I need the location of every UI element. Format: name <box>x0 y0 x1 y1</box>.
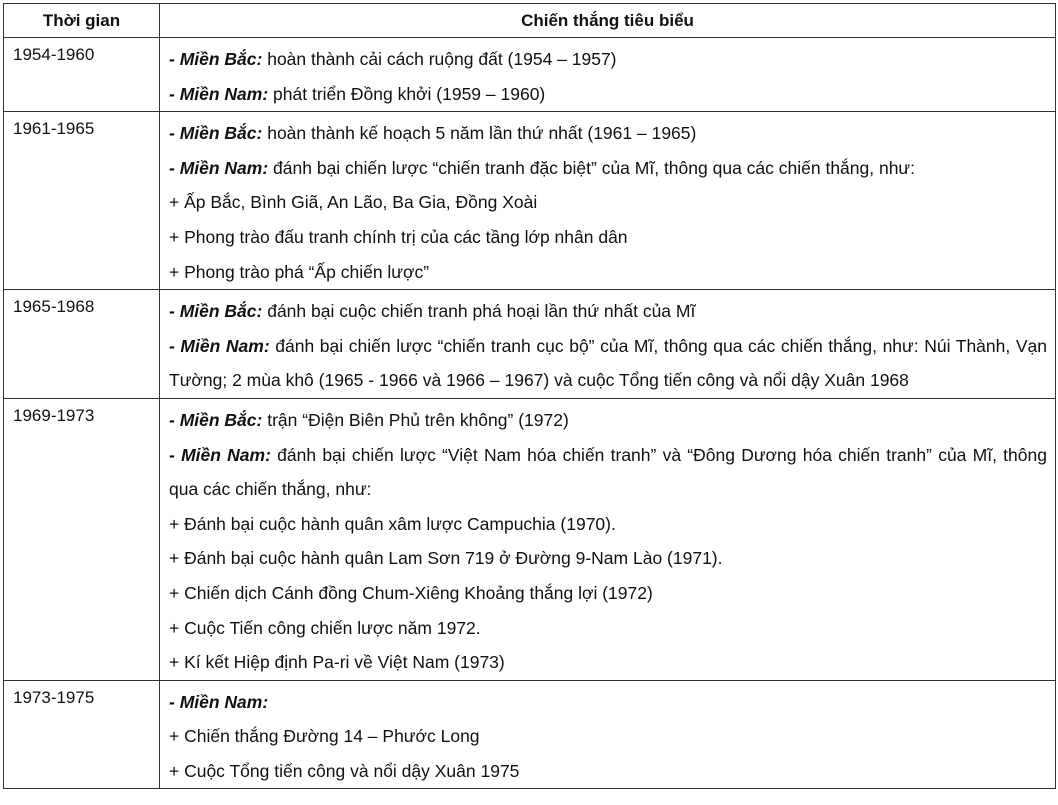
event-text: + Đánh bại cuộc hành quân xâm lược Campuchia (1970). <box>169 513 616 534</box>
event-line <box>169 541 1047 576</box>
table-row <box>4 38 1056 112</box>
event-line <box>169 151 1047 186</box>
event-line <box>169 185 1047 220</box>
event-text: + Chiến thắng Đường 14 – Phước Long <box>169 726 480 747</box>
event-line <box>169 220 1047 255</box>
region-label: - Miền Nam: <box>169 444 271 465</box>
event-text: phát triển Đồng khởi (1959 – 1960) <box>268 83 546 104</box>
event-line <box>169 438 1047 507</box>
event-line <box>169 576 1047 611</box>
event-text: + Phong trào đấu tranh chính trị của các tầng lớp nhân dân <box>169 226 628 247</box>
event-line <box>169 255 1047 290</box>
period-cell: 1954-1960 <box>4 38 160 112</box>
header-time: Thời gian <box>4 4 160 38</box>
event-text: đánh bại chiến lược “chiến tranh đặc biệt” của Mĩ, thông qua các chiến thắng, như: <box>268 157 916 178</box>
event-line <box>169 294 1047 329</box>
event-text: + Phong trào phá “Ấp chiến lược” <box>169 261 430 282</box>
event-text: đánh bại chiến lược “chiến tranh cục bộ” của Mĩ, thông qua các chiến thắng, như: Núi Thành, Vạn Tường; 2 mùa khô (1965 - 1966 và 1966 – 1967) và cuộc Tổng tiến công và nổi dậy Xuân 1968 <box>169 335 1047 391</box>
event-text: đánh bại cuộc chiến tranh phá hoại lần thứ nhất của Mĩ <box>262 301 696 322</box>
event-text: đánh bại chiến lược “Việt Nam hóa chiến tranh” và “Đông Dương hóa chiến tranh” của Mĩ, thông qua các chiến thắng, như: <box>169 444 1047 500</box>
event-text: + Đánh bại cuộc hành quân Lam Sơn 719 ở Đường 9-Nam Lào (1971). <box>169 548 723 569</box>
table-row <box>4 398 1056 680</box>
region-label: - Miền Nam: <box>169 691 269 712</box>
table-row <box>4 290 1056 399</box>
event-text: + Cuộc Tổng tiến công và nổi dậy Xuân 1975 <box>169 760 520 781</box>
event-text: + Ấp Bắc, Bình Giã, An Lão, Ba Gia, Đồng Xoài <box>169 192 538 213</box>
events-cell <box>160 680 1056 789</box>
table-body <box>4 38 1056 789</box>
event-line <box>169 116 1047 151</box>
region-label: - Miền Nam: <box>169 335 270 356</box>
event-text: hoàn thành kế hoạch 5 năm lần thứ nhất (1961 – 1965) <box>262 123 697 144</box>
period-cell: 1973-1975 <box>4 680 160 789</box>
region-label: - Miền Nam: <box>169 157 269 178</box>
events-table <box>3 3 1056 789</box>
event-text: + Kí kết Hiệp định Pa-ri về Việt Nam (1973) <box>169 652 505 673</box>
event-line <box>169 507 1047 542</box>
events-cell <box>160 38 1056 112</box>
event-line <box>169 611 1047 646</box>
event-line <box>169 42 1047 77</box>
region-label: - Miền Bắc: <box>169 409 263 430</box>
event-text: trận “Điện Biên Phủ trên không” (1972) <box>262 409 569 430</box>
period-cell: 1965-1968 <box>4 290 160 399</box>
event-text: hoàn thành cải cách ruộng đất (1954 – 1957) <box>262 49 617 69</box>
event-line <box>169 403 1047 438</box>
region-label: - Miền Bắc: <box>169 301 263 322</box>
period-cell: 1969-1973 <box>4 398 160 680</box>
table-row <box>4 680 1056 789</box>
event-line <box>169 645 1047 680</box>
event-line <box>169 754 1047 789</box>
table-row <box>4 112 1056 290</box>
events-cell <box>160 398 1056 680</box>
events-cell <box>160 112 1056 290</box>
event-line <box>169 685 1047 720</box>
event-line <box>169 329 1047 398</box>
region-label: - Miền Bắc: <box>169 123 263 144</box>
events-cell <box>160 290 1056 399</box>
event-line <box>169 77 1047 112</box>
header-events: Chiến thắng tiêu biểu <box>160 4 1056 38</box>
region-label: - Miền Bắc: <box>169 49 263 69</box>
event-text: + Chiến dịch Cánh đồng Chum-Xiêng Khoảng thắng lợi (1972) <box>169 582 653 603</box>
event-line <box>169 719 1047 754</box>
event-text: + Cuộc Tiến công chiến lược năm 1972. <box>169 617 481 638</box>
period-cell: 1961-1965 <box>4 112 160 290</box>
region-label: - Miền Nam: <box>169 83 269 104</box>
header-row <box>4 4 1056 38</box>
